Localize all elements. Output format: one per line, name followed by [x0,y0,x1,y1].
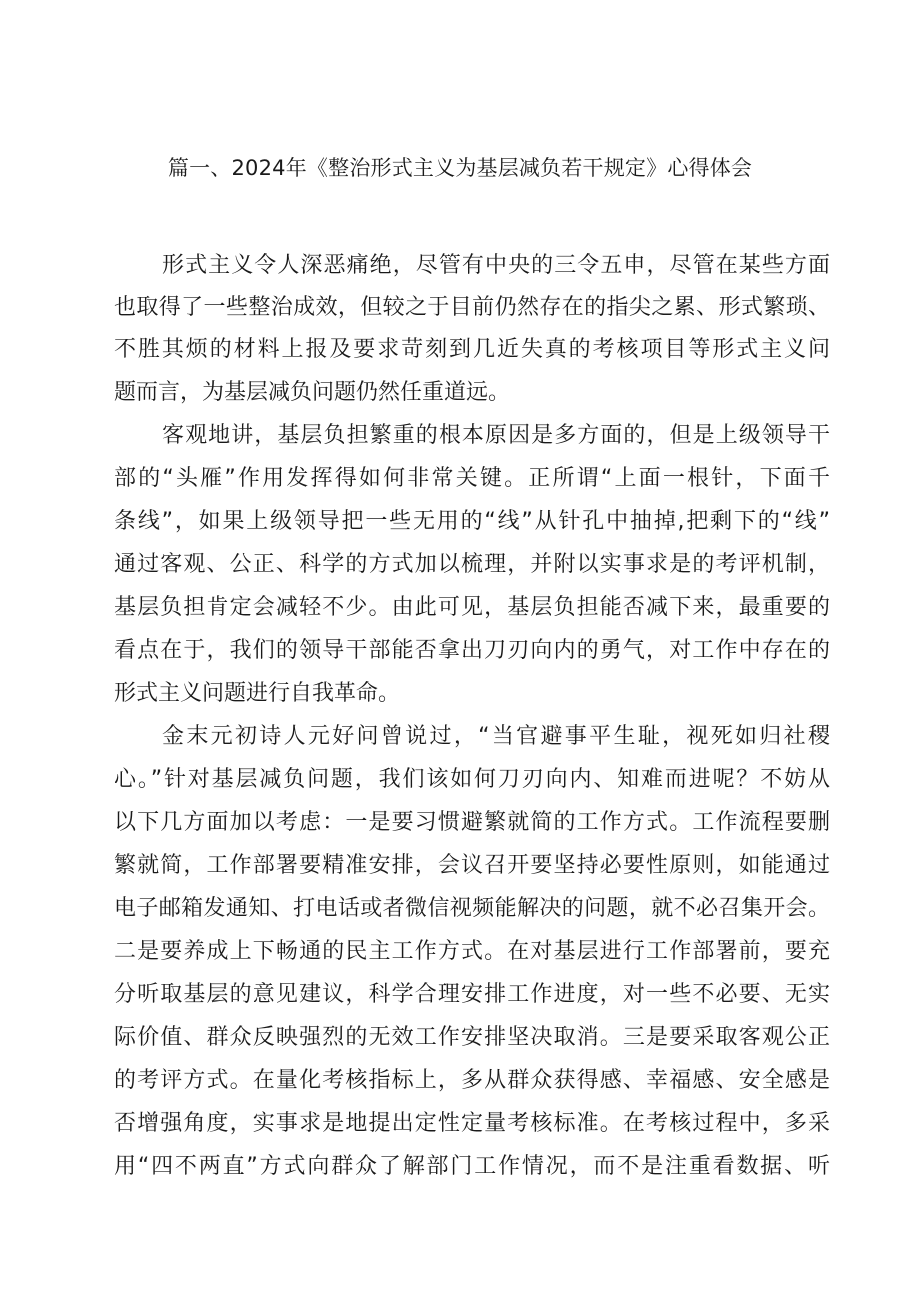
paragraph-2-line-3: 条线”，如果上级领导把一些无用的“线”从针孔中抽掉,把剩下的“线” [114,509,830,534]
paragraph-3-line-4: 繁就简，工作部署要精准安排，会议召开要坚持必要性原则，如能通过 [114,853,830,878]
document-title: 篇一、2024年《整治形式主义为基层减负若干规定》心得体会 [167,156,753,180]
paragraph-3-line-1: 金末元初诗人元好问曾说过，“当官避事平生耻，视死如归社稷 [162,724,830,749]
paragraph-3-line-5: 电子邮箱发通知、打电话或者微信视频能解决的问题，就不必召集开会。 [114,896,830,921]
paragraph-2-line-5: 基层负担肯定会减轻不少。由此可见，基层负担能否减下来，最重要的 [114,595,830,620]
paragraph-1-line-1: 形式主义令人深恶痛绝，尽管有中央的三令五申，尽管在某些方面 [162,253,830,278]
paragraph-2-line-2: 部的“头雁”作用发挥得如何非常关键。正所谓“上面一根针，下面千 [114,466,830,491]
paragraph-3-line-9: 的考评方式。在量化考核指标上，多从群众获得感、幸福感、安全感是 [114,1068,830,1093]
paragraph-1-line-2: 也取得了一些整治成效，但较之于目前仍然存在的指尖之累、形式繁琐、 [114,295,830,320]
paragraph-1-line-3: 不胜其烦的材料上报及要求苛刻到几近失真的考核项目等形式主义问 [114,337,830,362]
paragraph-2-line-4: 通过客观、公正、科学的方式加以梳理，并附以实事求是的考评机制， [114,552,830,577]
paragraph-2-line-7: 形式主义问题进行自我革命。 [114,681,401,706]
paragraph-3-line-3: 以下几方面加以考虑：一是要习惯避繁就简的工作方式。工作流程要删 [114,810,830,835]
paragraph-3-line-11: 用“四不两直”方式向群众了解部门工作情况，而不是注重看数据、听 [114,1154,830,1179]
paragraph-2-line-1: 客观地讲，基层负担繁重的根本原因是多方面的，但是上级领导干 [162,423,830,448]
paragraph-3-line-7: 分听取基层的意见建议，科学合理安排工作进度，对一些不必要、无实 [114,982,830,1007]
paragraph-3-line-8: 际价值、群众反映强烈的无效工作安排坚决取消。三是要采取客观公正 [114,1025,830,1050]
paragraph-3-line-2: 心。”针对基层减负问题，我们该如何刀刃向内、知难而进呢？不妨从 [114,767,830,792]
paragraph-3-line-6: 二是要养成上下畅通的民主工作方式。在对基层进行工作部署前，要充 [114,939,830,964]
paragraph-1-line-4: 题而言，为基层减负问题仍然任重道远。 [114,380,511,405]
paragraph-3-line-10: 否增强角度，实事求是地提出定性定量考核标准。在考核过程中，多采 [114,1111,830,1136]
paragraph-2-line-6: 看点在于，我们的领导干部能否拿出刀刃向内的勇气，对工作中存在的 [114,638,830,663]
